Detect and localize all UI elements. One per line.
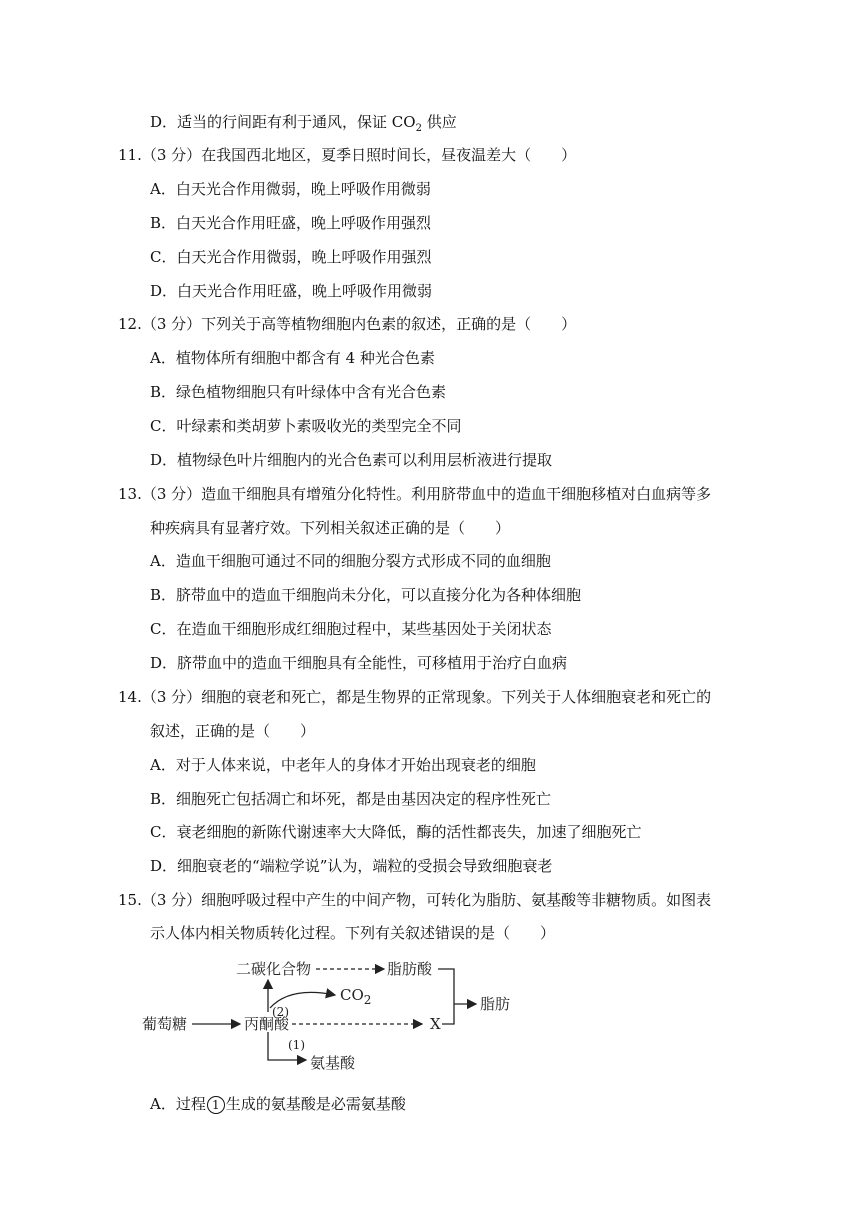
q12-option-d: D．植物绿色叶片细胞内的光合色素可以利用层析液进行提取 xyxy=(150,451,553,469)
q12-option-b: B．绿色植物细胞只有叶绿体中含有光合色素 xyxy=(150,383,447,401)
co2-label: $CO_2$ xyxy=(340,986,372,1007)
fatty-acid-label: 脂肪酸 xyxy=(387,960,433,978)
q14-option-c: C．衰老细胞的新陈代谢速率大大降低，酶的活性都丧失，加速了细胞死亡 xyxy=(150,823,642,841)
step-1-label: (1) xyxy=(288,1038,305,1052)
co2-subscript: 2 xyxy=(415,123,422,134)
x-label: X xyxy=(430,1015,441,1033)
q12-option-a: A．植物体所有细胞中都含有 4 种光合色素 xyxy=(150,349,435,367)
q13-option-a: A．造血干细胞可通过不同的细胞分裂方式形成不同的血细胞 xyxy=(150,552,551,570)
fat-label: 脂肪 xyxy=(480,995,511,1013)
q13-option-c: C．在造血干细胞形成红细胞过程中，某些基因处于关闭状态 xyxy=(150,620,552,638)
q11-option-d: D．白天光合作用旺盛，晚上呼吸作用微弱 xyxy=(150,282,433,300)
q14-option-d: D．细胞衰老的“端粒学说”认为，端粒的受损会导致细胞衰老 xyxy=(150,857,553,875)
q12-option-c: C．叶绿素和类胡萝卜素吸收光的类型完全不同 xyxy=(150,417,462,435)
q13-stem-continued: 种疾病具有显著疗效。下列相关叙述正确的是（ ） xyxy=(150,519,511,537)
glucose-label: 葡萄糖 xyxy=(142,1015,188,1033)
q15-stem: 15.（3 分）细胞呼吸过程中产生的中间产物，可转化为脂肪、氨基酸等非糖物质。如图表 xyxy=(118,891,712,909)
q13-stem: 13.（3 分）造血干细胞具有增殖分化特性。利用脐带血中的造血干细胞移植对白血病等多 xyxy=(118,485,712,503)
q12-stem: 12.（3 分）下列关于高等植物细胞内色素的叙述，正确的是（ ） xyxy=(118,315,577,333)
q14-stem: 14.（3 分）细胞的衰老和死亡，都是生物界的正常现象。下列关于人体细胞衰老和死亡的 xyxy=(118,688,712,706)
q13-option-d: D．脐带血中的造血干细胞具有全能性，可移植用于治疗白血病 xyxy=(150,654,568,672)
q14-option-b: B．细胞死亡包括凋亡和坏死，都是由基因决定的程序性死亡 xyxy=(150,790,552,808)
metabolic-pathway-diagram xyxy=(140,948,560,1078)
q15-option-a: A．过程 1 生成的氨基酸是必需氨基酸 xyxy=(150,1095,406,1113)
q11-option-b: B．白天光合作用旺盛，晚上呼吸作用强烈 xyxy=(150,214,432,232)
amino-acid-label: 氨基酸 xyxy=(310,1054,356,1072)
two-carbon-compound-label: 二碳化合物 xyxy=(236,960,312,978)
q14-option-a: A．对于人体来说，中老年人的身体才开始出现衰老的细胞 xyxy=(150,756,536,774)
q13-option-b: B．脐带血中的造血干细胞尚未分化，可以直接分化为各种体细胞 xyxy=(150,586,582,604)
step-2-label: (2) xyxy=(272,1005,289,1019)
q15-stem-continued: 示人体内相关物质转化过程。下列有关叙述错误的是（ ） xyxy=(150,924,556,942)
pyruvate-label: 丙酮酸 xyxy=(244,1015,290,1033)
circled-number-1: 1 xyxy=(207,1096,225,1114)
q11-option-a: A．白天光合作用微弱，晚上呼吸作用微弱 xyxy=(150,180,431,198)
q10-option-d: D．适当的行间距有利于通风，保证 $CO_2$ 供应 xyxy=(150,113,457,134)
q11-option-c: C．白天光合作用微弱，晚上呼吸作用强烈 xyxy=(150,248,432,266)
q11-stem: 11.（3 分）在我国西北地区，夏季日照时间长，昼夜温差大（ ） xyxy=(118,146,577,164)
q14-stem-continued: 叙述，正确的是（ ） xyxy=(150,722,316,740)
